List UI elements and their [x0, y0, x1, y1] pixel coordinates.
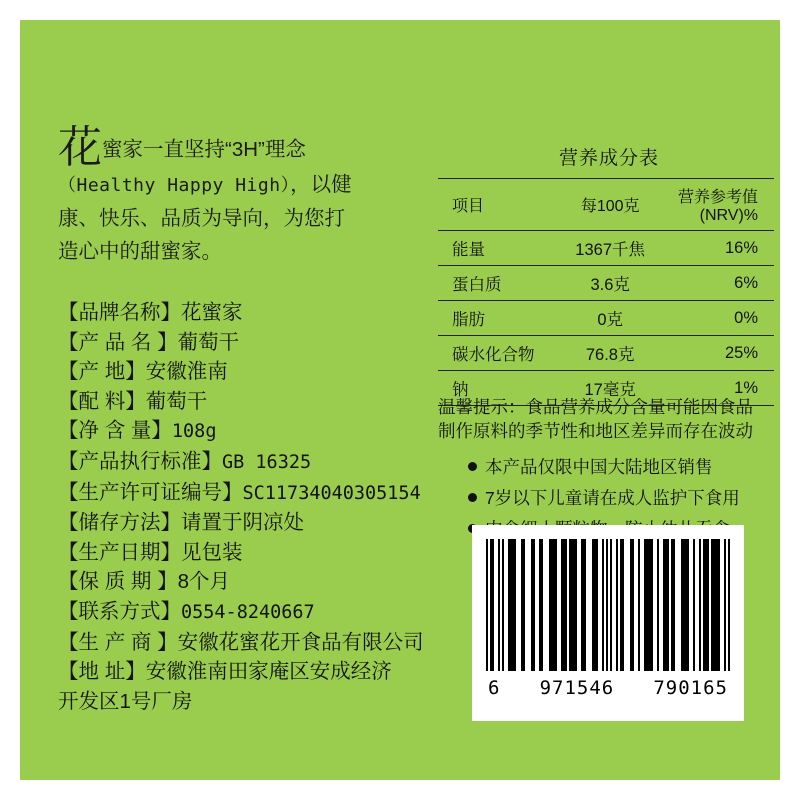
- spec-row-brand-name: [58, 298, 478, 328]
- table-row: [438, 266, 774, 301]
- table-row: [438, 301, 774, 336]
- list-item-label: 7岁以下儿童请在成人监护下食用: [485, 488, 740, 508]
- column-header-per-100g: 每100克: [553, 179, 668, 231]
- product-label-panel: [20, 20, 780, 780]
- barcode-digit-group-right: 790165: [653, 677, 728, 699]
- spec-key: 【储存方法】: [58, 511, 181, 535]
- nutrient-nrv: 6%: [668, 266, 774, 301]
- brand-statement-latin: （Healthy Happy High）: [58, 175, 291, 196]
- spec-value: 葡萄干: [145, 389, 208, 413]
- nutrient-nrv: 0%: [668, 301, 774, 336]
- spec-value: 见包装: [181, 540, 243, 564]
- nutrient-amount: 1367千焦: [553, 231, 668, 266]
- spec-row-manufacturer: [58, 628, 478, 658]
- barcode-bars: [486, 539, 730, 671]
- brand-first-character: 花: [58, 123, 102, 172]
- spec-row-storage: [58, 508, 478, 538]
- spec-row-address: [58, 657, 478, 687]
- spec-key: 【生 产 商 】: [58, 630, 178, 654]
- product-spec-list: [58, 298, 478, 716]
- spec-key: 【产 品 名 】: [58, 330, 178, 354]
- brand-statement-line-1: [58, 123, 438, 172]
- nutrient-name: 碳水化合物: [438, 336, 553, 371]
- brand-statement-line-2-text: ，以健: [290, 173, 352, 196]
- bullet-dot-icon: [468, 493, 477, 502]
- brand-statement-line-1-text: 蜜家一直坚持“3H”理念: [102, 138, 306, 161]
- spec-row-contact: [58, 597, 478, 628]
- nutrition-facts-block: [438, 143, 780, 406]
- spec-row-ingredients: [58, 387, 478, 417]
- nutrient-amount: 17毫克: [553, 371, 668, 406]
- nutrient-nrv: 25%: [668, 336, 774, 371]
- spec-key: 【配 料】: [58, 389, 146, 413]
- spec-key: 【生产日期】: [58, 540, 181, 564]
- barcode-digit-group-left: 6: [488, 677, 501, 699]
- spec-key: 【保 质 期 】: [58, 570, 178, 594]
- brand-statement-line-2: [58, 168, 438, 202]
- spec-key: 【品牌名称】: [58, 301, 181, 324]
- column-header-item: 项目: [438, 179, 553, 231]
- spec-key: 【产品执行标准】: [58, 449, 222, 473]
- spec-value: 0554-8240667: [181, 601, 315, 623]
- spec-value: 开发区1号厂房: [58, 689, 193, 713]
- brand-statement: [58, 123, 438, 268]
- spec-value: SC11734040305154: [242, 482, 421, 504]
- spec-value: 安徽花蜜花开食品有限公司: [177, 630, 424, 654]
- spec-row-address-continued: [58, 687, 478, 717]
- tip-line-1: 温馨提示：食品营养成分含量可能因食品: [438, 397, 753, 417]
- spec-key: 【产 地】: [58, 360, 146, 384]
- spec-row-shelf-life: [58, 567, 478, 597]
- spec-row-net-content: [58, 416, 478, 447]
- nutrient-name: 脂肪: [438, 301, 553, 336]
- spec-value: 8个月: [177, 570, 230, 594]
- spec-value: 葡萄干: [177, 330, 240, 354]
- nutrient-name: 钠: [438, 371, 553, 406]
- table-row: [438, 231, 774, 266]
- list-item: [468, 483, 798, 514]
- spec-value: 请置于阴凉处: [181, 511, 304, 535]
- spec-value: 安徽淮南: [145, 360, 228, 384]
- nutrient-amount: 0克: [553, 301, 668, 336]
- column-header-nrv: 营养参考值(NRV)%: [668, 179, 774, 231]
- barcode-digits: [486, 671, 730, 699]
- spec-key: 【联系方式】: [58, 599, 181, 623]
- spec-value: GB 16325: [222, 451, 312, 473]
- spec-key: 【地 址】: [58, 660, 146, 684]
- brand-statement-line-3: 康、快乐、品质为导向，为您打: [58, 207, 345, 230]
- brand-statement-line-4: 造心中的甜蜜家。: [58, 240, 222, 263]
- spec-key: 【生产许可证编号】: [58, 480, 243, 504]
- spec-value: 安徽淮南田家庵区安成经济: [145, 660, 392, 684]
- spec-value: 108g: [171, 421, 217, 443]
- barcode-block: [472, 525, 744, 721]
- tip-line-2: 制作原料的季节性和地区差异而存在波动: [438, 421, 753, 441]
- spec-row-production-date: [58, 538, 478, 568]
- spec-value: 花蜜家: [181, 301, 243, 324]
- spec-row-product-name: [58, 328, 478, 358]
- nutrient-amount: 3.6克: [553, 266, 668, 301]
- spec-row-license: [58, 478, 478, 509]
- spec-row-standard: [58, 447, 478, 478]
- nutrition-tip-note: [438, 395, 786, 443]
- nutrient-amount: 76.8克: [553, 336, 668, 371]
- spec-row-origin: [58, 357, 478, 387]
- nutrient-name: 能量: [438, 231, 553, 266]
- spec-key: 【净 含 量】: [58, 419, 172, 443]
- nutrient-nrv: 1%: [668, 371, 774, 406]
- bullet-dot-icon: [468, 462, 477, 471]
- barcode-digit-group-main: 971546: [539, 677, 615, 699]
- nutrient-name: 蛋白质: [438, 266, 553, 301]
- list-item: [468, 452, 798, 483]
- table-row: [438, 336, 774, 371]
- table-header-row: [438, 179, 774, 231]
- nutrition-table-title: 营养成分表: [558, 148, 659, 169]
- list-item-label: 本产品仅限中国大陆地区销售: [485, 457, 713, 477]
- nutrition-table: [438, 178, 774, 406]
- nutrient-nrv: 16%: [668, 231, 774, 266]
